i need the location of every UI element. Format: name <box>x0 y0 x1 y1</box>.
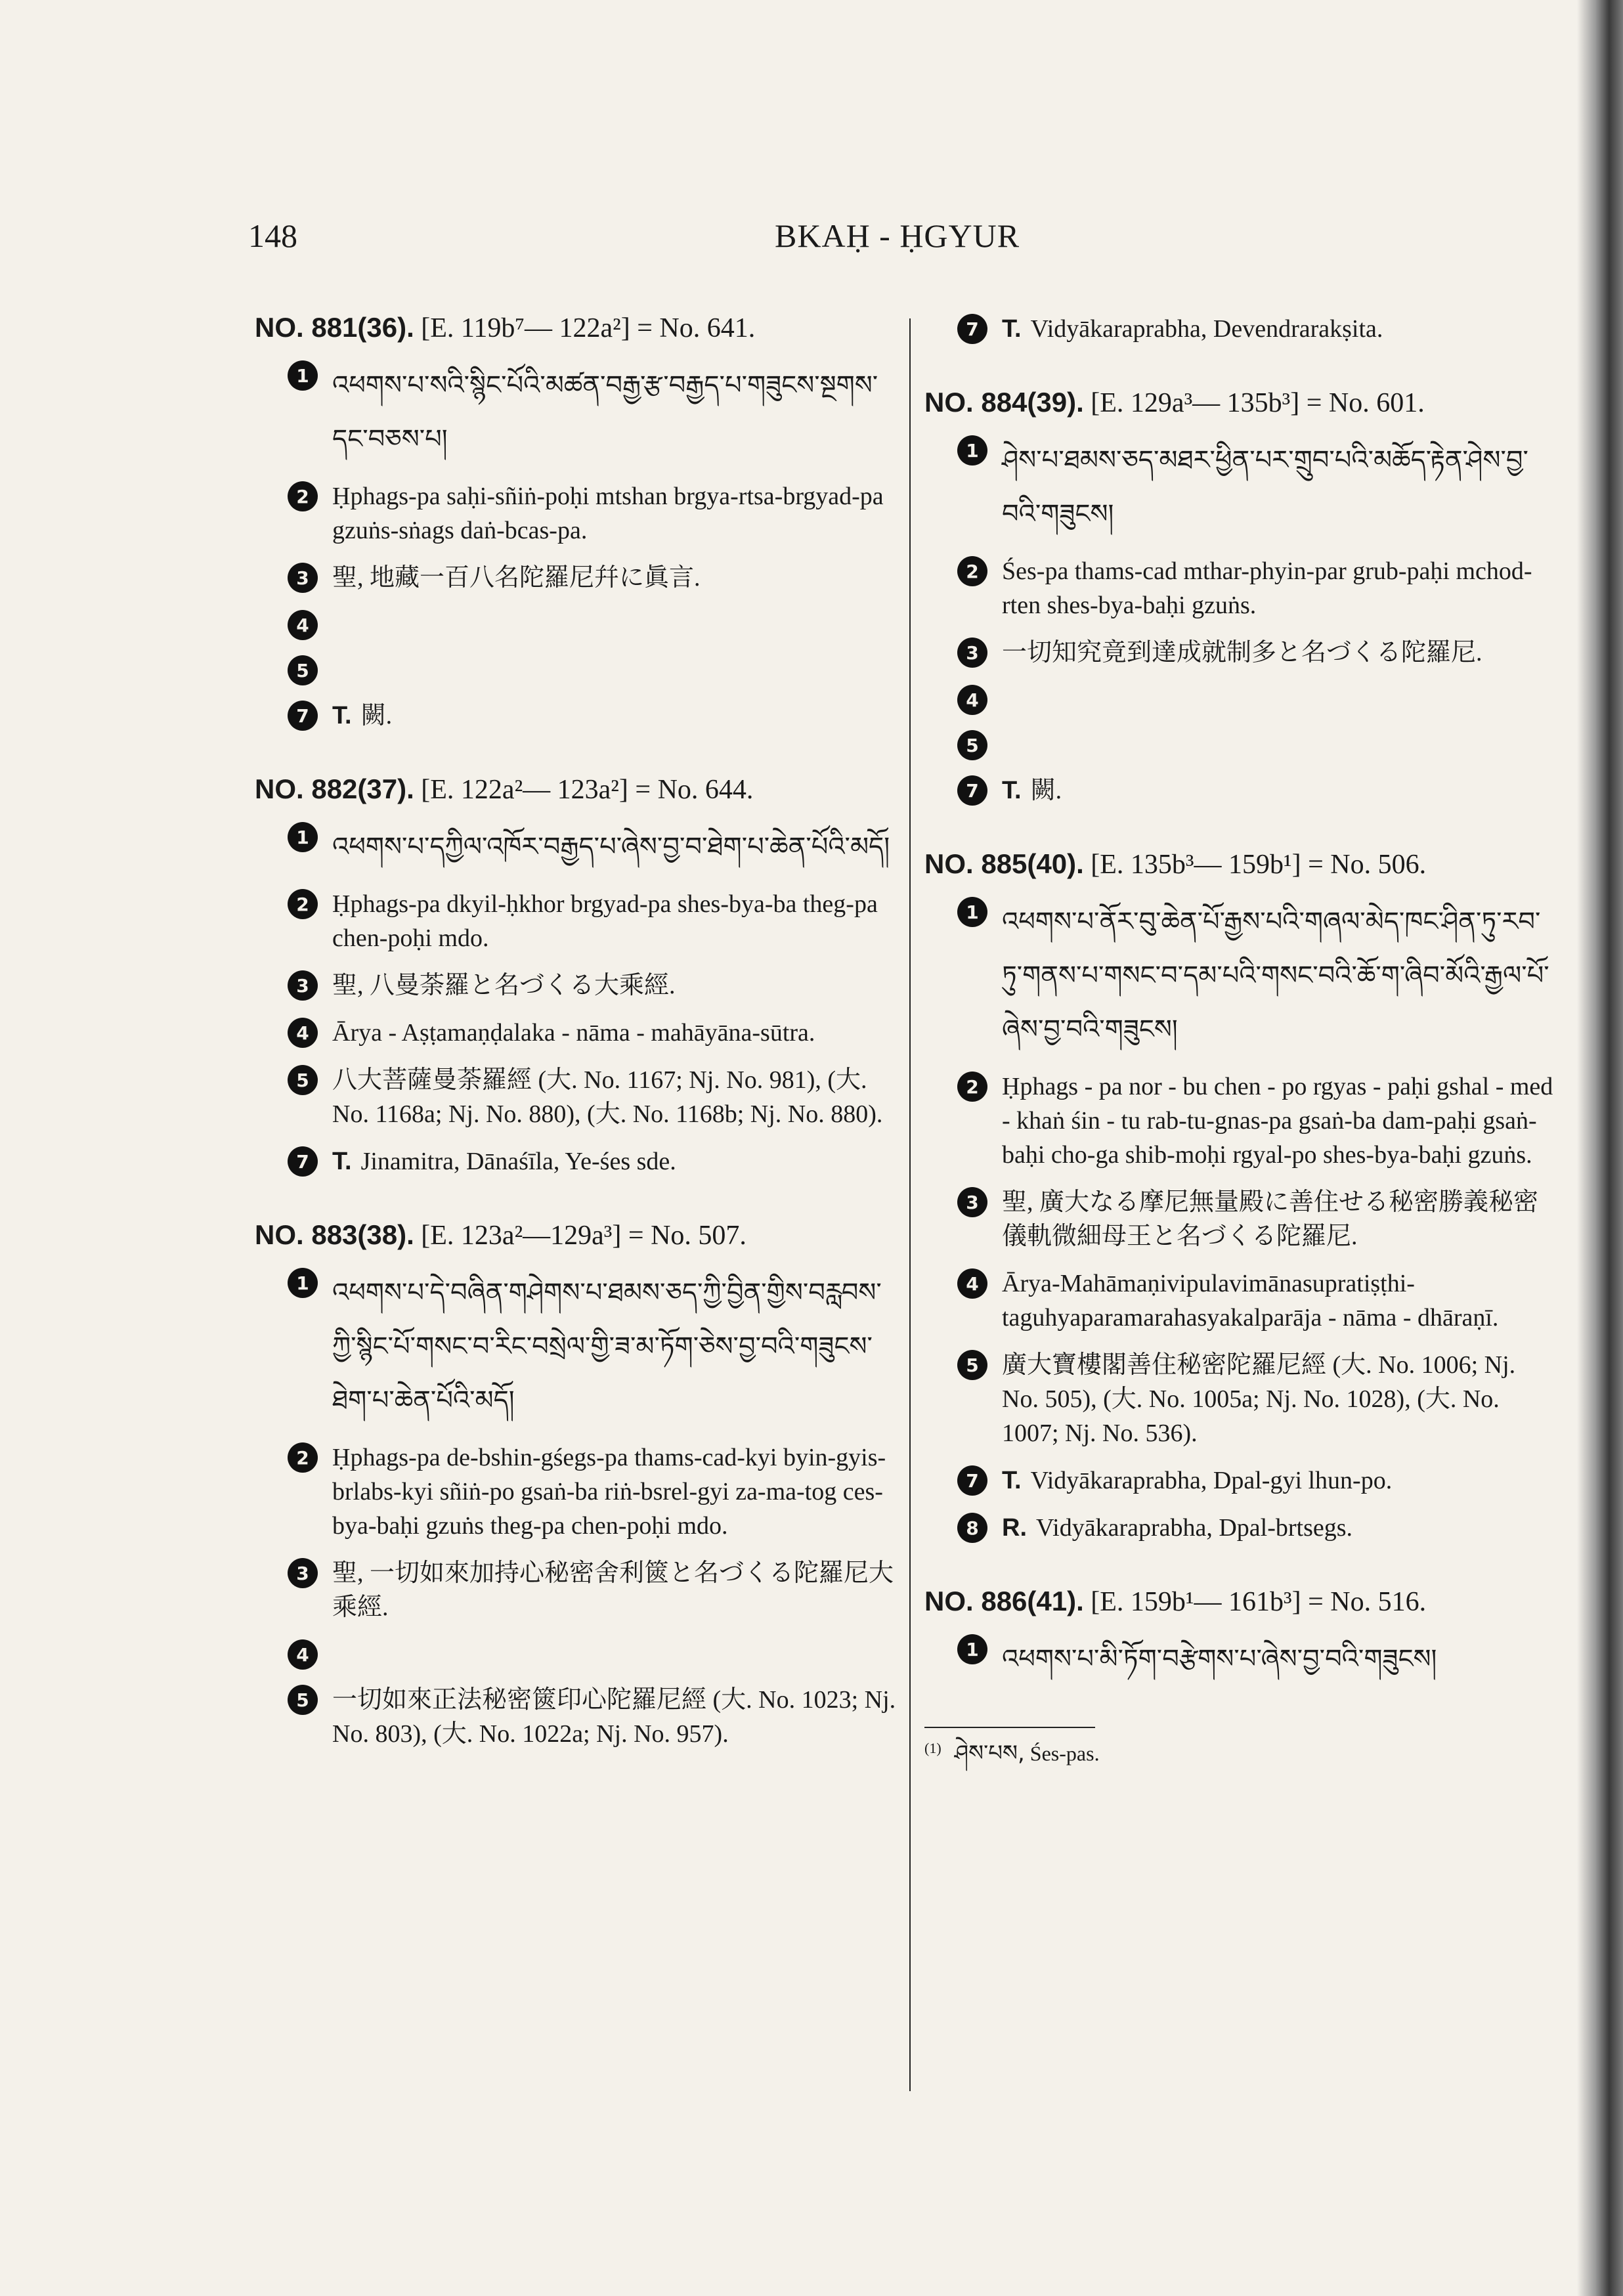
entry-heading <box>924 1586 1555 1618</box>
left-column <box>255 312 898 1792</box>
field-number-badge: 1 <box>288 822 318 852</box>
field-text <box>332 1556 898 1624</box>
entry-field <box>924 1267 1555 1335</box>
field-number-badge: 3 <box>957 1187 987 1217</box>
field-number-badge: 4 <box>957 685 987 715</box>
entry-field <box>255 561 898 595</box>
entry-field <box>255 1063 898 1131</box>
field-text <box>332 1683 898 1751</box>
entry-field <box>255 1637 898 1670</box>
entry-subnumber: (39). <box>1027 387 1084 418</box>
field-number-badge: 4 <box>288 1018 318 1048</box>
entry-field <box>924 1348 1555 1450</box>
right-column-entries <box>924 312 1555 1686</box>
field-number-badge: 4 <box>288 610 318 640</box>
field-text <box>1002 636 1555 670</box>
field-text <box>332 1637 898 1670</box>
entry-subnumber: (40). <box>1027 848 1084 879</box>
catalogue-entry <box>924 312 1555 346</box>
field-text <box>1002 1070 1555 1172</box>
field-value: Ḥphags-pa saḥi-sñiṅ-poḥi mtshan brgya-rtsa-brgyad-pa gzuṅs-sṅags daṅ-bcas-pa. <box>332 483 884 544</box>
field-value: འཕགས་པ་དེ་བཞིན་གཤེགས་པ་ཐམས་ཅད་ཀྱི་བྱིན་གྱིས་བརླབས་ཀྱི་སྙིང་པོ་གསང་བ་རིང་བསྲེལ་གྱི་ཟ་མ་ཏོག་ཅེས་བྱ་བའི་གཟུངས་ཐེག་པ་ཆེན་པོའི་མདོ། <box>332 1278 882 1416</box>
entry-field <box>255 608 898 640</box>
entry-heading <box>924 848 1555 880</box>
field-number-badge: 7 <box>957 314 987 344</box>
entry-number: NO. 883 <box>255 1219 358 1250</box>
field-text <box>332 699 898 733</box>
tibetan-title <box>332 820 898 874</box>
field-number-badge: 3 <box>288 970 318 1001</box>
entry-heading <box>255 773 898 806</box>
field-value: Ārya-Mahāmaṇivipulavimānasupratiṣṭhi-taguhyaparamarahasyakalparāja - nāma - dhāraṇī. <box>1002 1270 1499 1332</box>
footnote <box>924 1740 1555 1767</box>
field-text <box>1002 728 1555 760</box>
field-number-badge: 5 <box>288 1685 318 1715</box>
field-value: Ḥphags-pa dkyil-ḥkhor brgyad-pa shes-bya-ba theg-pa chen-poḥi mdo. <box>332 890 878 952</box>
field-text <box>332 561 898 595</box>
footnote-mark: (1) <box>924 1740 941 1756</box>
field-number-badge: 3 <box>288 563 318 593</box>
entry-heading <box>255 312 898 344</box>
field-text <box>1002 683 1555 715</box>
entry-reference: [E. 122a²— 123a²] = No. 644. <box>421 775 754 805</box>
field-value: 聖, 一切如來加持心秘密舍利篋と名づくる陀羅尼大乘經. <box>332 1559 894 1621</box>
field-label: T. <box>332 702 352 729</box>
tibetan-title <box>1002 433 1555 541</box>
entry-field <box>255 653 898 685</box>
field-number-badge: 5 <box>957 730 987 760</box>
catalogue-entry <box>255 773 898 1179</box>
field-text <box>1002 773 1555 808</box>
field-number-badge: 2 <box>288 481 318 511</box>
entry-field <box>924 554 1555 622</box>
field-text <box>332 968 898 1003</box>
field-label: R. <box>1002 1514 1027 1542</box>
field-number-badge: 1 <box>957 1634 987 1664</box>
field-number-badge: 2 <box>957 556 987 586</box>
field-number-badge: 1 <box>957 435 987 466</box>
entry-field <box>255 1266 898 1427</box>
field-text <box>1002 1267 1555 1335</box>
field-value: Ḥphags - pa nor - bu chen - po rgyas - paḥi gshal - med - khaṅ śin - tu rab-tu-gnas-pa gsaṅ-ba dam-paḥi gsaṅ-baḥi cho-ga shib-moḥi rgyal-po shes-bya-baḥi gzuṅs. <box>1002 1073 1553 1169</box>
tibetan-title <box>1002 1632 1555 1686</box>
field-number-badge: 7 <box>288 1146 318 1177</box>
footnote-rule <box>924 1727 1095 1728</box>
field-text <box>1002 312 1555 346</box>
field-number-badge: 7 <box>957 1465 987 1496</box>
field-text <box>1002 1348 1555 1450</box>
field-number-badge: 3 <box>957 638 987 668</box>
field-number-badge: 5 <box>288 1065 318 1095</box>
field-number-badge: 3 <box>288 1558 318 1588</box>
entry-field <box>255 1683 898 1751</box>
field-text <box>1002 1185 1555 1253</box>
field-value: འཕགས་པ་དཀྱིལ་འཁོར་བརྒྱད་པ་ཞེས་བྱ་བ་ཐེག་པ་ཆེན་པོའི་མདོ། <box>332 832 890 862</box>
catalogue-entry <box>255 312 898 733</box>
field-value: 聖, 地藏一百八名陀羅尼幷に眞言. <box>332 564 701 592</box>
entry-field <box>924 433 1555 541</box>
field-number-badge: 1 <box>957 897 987 927</box>
entry-field <box>924 895 1555 1056</box>
column-divider <box>909 318 911 2091</box>
tibetan-title <box>1002 895 1555 1056</box>
entry-field <box>924 1632 1555 1686</box>
field-text <box>332 479 898 548</box>
entry-field <box>255 1556 898 1624</box>
field-number-badge: 1 <box>288 360 318 391</box>
catalogue-entry <box>255 1219 898 1751</box>
field-value: 一切知究竟到達成就制多と名づくる陀羅尼. <box>1002 639 1482 666</box>
entry-field <box>924 1463 1555 1498</box>
field-text <box>332 1144 898 1179</box>
field-value: Ḥphags-pa de-bshin-gśegs-pa thams-cad-kyi byin-gyis-brlabs-kyi sñiṅ-po gsaṅ-ba riṅ-bsrel-gyi za-ma-tog ces-bya-baḥi gzuṅs theg-pa chen-poḥi mdo. <box>332 1444 886 1540</box>
entry-field <box>924 728 1555 760</box>
entry-field <box>255 820 898 874</box>
field-number-badge: 4 <box>957 1268 987 1299</box>
field-value: 聖, 八曼荼羅と名づくる大乘經. <box>332 972 676 999</box>
entry-subnumber: (36). <box>357 312 414 343</box>
tibetan-title <box>332 358 898 466</box>
field-label: T. <box>332 1148 352 1175</box>
field-number-badge: 8 <box>957 1513 987 1543</box>
entry-number: NO. 885 <box>924 848 1028 879</box>
field-text <box>1002 1463 1555 1498</box>
tibetan-title <box>332 1266 898 1427</box>
field-number-badge: 7 <box>288 701 318 731</box>
field-value: Ārya - Aṣṭamaṇḍalaka - nāma - mahāyāna-sūtra. <box>332 1019 815 1047</box>
field-number-badge: 5 <box>957 1350 987 1380</box>
catalogue-entry <box>924 387 1555 808</box>
entry-field <box>924 1511 1555 1545</box>
entry-subnumber: (37). <box>357 773 414 804</box>
field-value: ཤེས་པ་ཐམས་ཅད་མཐར་ཕྱིན་པར་གྲུབ་པའི་མཆོད་རྟེན་ཤེས་བྱ་བའི་གཟུངས། <box>1002 445 1528 529</box>
field-text <box>332 1440 898 1543</box>
page-number: 148 <box>248 217 297 254</box>
field-number-badge: 1 <box>288 1268 318 1298</box>
right-column <box>924 312 1555 1767</box>
entry-number: NO. 881 <box>255 312 358 343</box>
field-value: Vidyākaraprabha, Dpal-gyi lhun-po. <box>1030 1467 1393 1494</box>
field-text <box>1002 554 1555 622</box>
footnote-text: Śes-pas. <box>1029 1741 1100 1765</box>
field-value: འཕགས་པ་མི་ཏོག་བརྩེགས་པ་ཞེས་བྱ་བའི་གཟུངས། <box>1002 1644 1437 1674</box>
field-value: 廣大寶樓閣善住秘密陀羅尼經 (大. No. 1006; Nj. No. 505), (大. No. 1005a; Nj. No. 1028), (大. No. 1007; Nj. No. 536). <box>1002 1351 1516 1447</box>
entry-reference: [E. 129a³— 135b³] = No. 601. <box>1091 388 1425 418</box>
field-number-badge: 2 <box>957 1072 987 1102</box>
entry-reference: [E. 119b⁷— 122a²] = No. 641. <box>421 313 756 343</box>
field-value: 闕. <box>1030 777 1062 804</box>
entry-field <box>255 699 898 733</box>
entry-field <box>255 887 898 955</box>
field-number-badge: 4 <box>288 1639 318 1670</box>
field-value: 闕. <box>360 702 393 729</box>
field-value: Jinamitra, Dānaśīla, Ye-śes sde. <box>360 1148 676 1175</box>
entry-heading <box>924 387 1555 419</box>
entry-field <box>255 1144 898 1179</box>
entry-number: NO. 882 <box>255 773 358 804</box>
entry-subnumber: (38). <box>357 1219 414 1250</box>
field-text <box>332 608 898 640</box>
field-number-badge: 5 <box>288 655 318 685</box>
field-label: T. <box>1002 777 1022 804</box>
field-value: 一切如來正法秘密篋印心陀羅尼經 (大. No. 1023; Nj. No. 803), (大. No. 1022a; Nj. No. 957). <box>332 1686 896 1748</box>
entry-number: NO. 884 <box>924 387 1028 418</box>
running-title: BKAḤ - ḤGYUR <box>775 217 1020 254</box>
field-number-badge: 2 <box>288 889 318 919</box>
entry-reference: [E. 135b³— 159b¹] = No. 506. <box>1091 850 1427 880</box>
entry-number: NO. 886 <box>924 1586 1028 1616</box>
entry-field <box>924 1185 1555 1253</box>
entry-field <box>255 1016 898 1050</box>
field-label: T. <box>1002 1467 1022 1494</box>
footnote-tibetan: ཤེས་པས, <box>954 1740 1025 1767</box>
field-label: T. <box>1002 315 1022 343</box>
entry-field <box>924 636 1555 670</box>
entry-field <box>924 312 1555 346</box>
entry-field <box>255 479 898 548</box>
field-text <box>332 1063 898 1131</box>
field-number-badge: 7 <box>957 775 987 806</box>
entry-heading <box>255 1219 898 1251</box>
field-value: 聖, 廣大なる摩尼無量殿に善住せる秘密勝義秘密儀軌微細母王と名づくる陀羅尼. <box>1002 1188 1539 1250</box>
field-value: Vidyākaraprabha, Dpal-brtsegs. <box>1036 1514 1353 1542</box>
catalogue-entry <box>924 1586 1555 1686</box>
entry-reference: [E. 159b¹— 161b³] = No. 516. <box>1091 1587 1427 1617</box>
field-value: 八大菩薩曼荼羅經 (大. No. 1167; Nj. No. 981), (大. No. 1168a; Nj. No. 880), (大. No. 1168b; Nj. No. 880). <box>332 1066 883 1128</box>
field-text <box>332 887 898 955</box>
field-text <box>1002 1511 1555 1545</box>
field-value: Vidyākaraprabha, Devendrarakṣita. <box>1030 315 1383 343</box>
field-value: Śes-pa thams-cad mthar-phyin-par grub-paḥi mchod-rten shes-bya-baḥi gzuṅs. <box>1002 557 1532 619</box>
entry-field <box>924 773 1555 808</box>
entry-field <box>255 358 898 466</box>
entry-reference: [E. 123a²—129a³] = No. 507. <box>421 1221 747 1251</box>
entry-subnumber: (41). <box>1027 1586 1084 1616</box>
entry-field <box>255 968 898 1003</box>
entry-field <box>255 1440 898 1543</box>
field-number-badge: 2 <box>288 1442 318 1473</box>
entry-field <box>924 683 1555 715</box>
entry-field <box>924 1070 1555 1172</box>
field-value: འཕགས་པ་ནོར་བུ་ཆེན་པོ་རྒྱས་པའི་གཞལ་མེད་ཁང་ཤིན་ཏུ་རབ་ཏུ་གནས་པ་གསང་བ་དམ་པའི་གསང་བའི་ཆོ་ག་ཞིབ་མོའི་རྒྱལ་པོ་ཞེས་བྱ་བའི་གཟུངས། <box>1002 907 1549 1045</box>
field-value: འཕགས་པ་སའི་སྙིང་པོའི་མཚན་བརྒྱ་རྩ་བརྒྱད་པ་གཟུངས་སྔགས་དང་བཅས་པ། <box>332 370 878 454</box>
catalogue-entry <box>924 848 1555 1545</box>
field-text <box>332 653 898 685</box>
scanned-page-edge <box>1577 0 1623 2296</box>
field-text <box>332 1016 898 1050</box>
